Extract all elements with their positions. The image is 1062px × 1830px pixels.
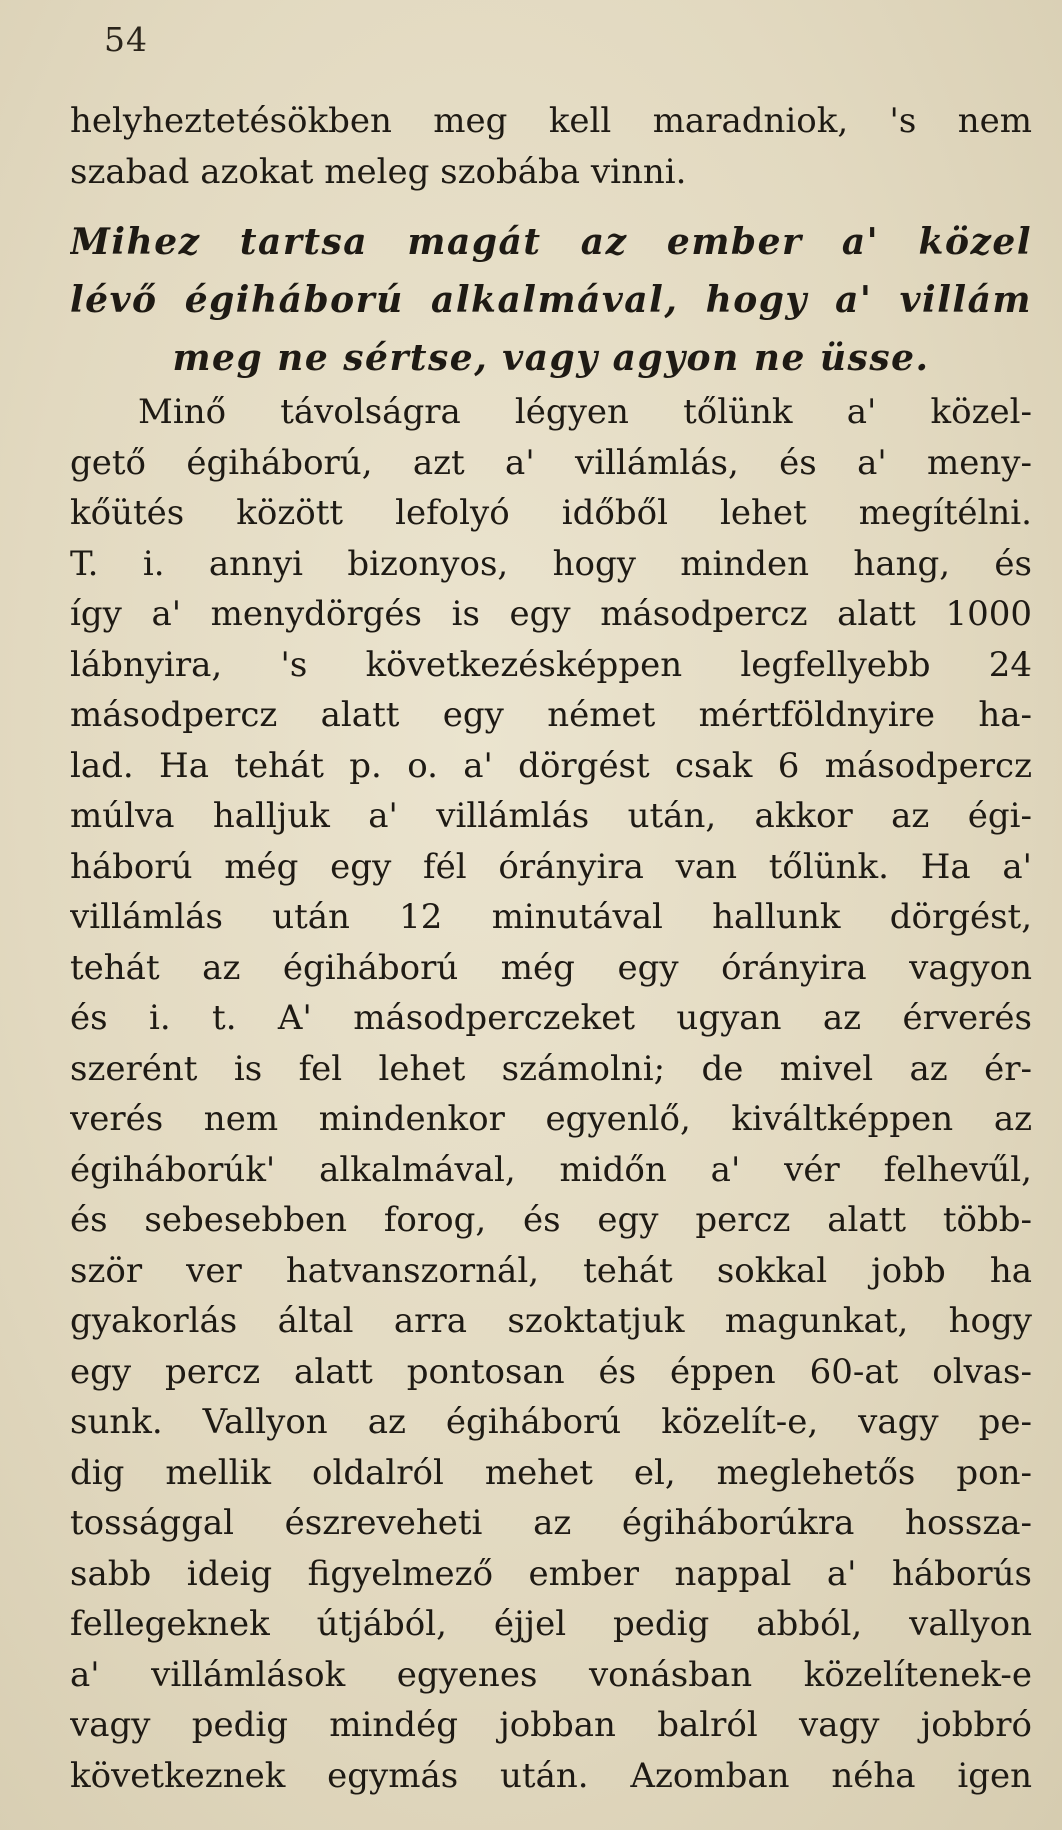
body-line: kőütés között lefolyó időből lehet megítélni.: [70, 493, 1032, 533]
body-line: tehát az égiháború még egy órányira vagyon: [70, 947, 1032, 988]
body-line: Minő távolságra légyen tőlünk a' közel-: [138, 392, 1032, 432]
body-line: és i. t. A' másodperczeket ugyan az érverés: [70, 998, 1032, 1038]
intro-line: szabad azokat meleg szobába vinni.: [70, 151, 687, 192]
body-line: gető égiháború, azt a' villámlás, és a' meny-: [70, 442, 1032, 483]
body-line: szerént is fel lehet számolni; de mivel az ér-: [70, 1048, 1032, 1089]
body-line: ször ver hatvanszornál, tehát sokkal jobb ha: [70, 1250, 1032, 1291]
body-line: egy percz alatt pontosan és éppen 60-at olvas-: [70, 1351, 1032, 1392]
page-number: 54: [104, 20, 148, 59]
body-line: T. i. annyi bizonyos, hogy minden hang, és: [70, 543, 1032, 584]
body-line: következnek egymás után. Azomban néha igen: [70, 1755, 1032, 1796]
section-heading-line: Mihez tartsa magát az ember a' közel: [70, 221, 1032, 263]
body-line: másodpercz alatt egy német mértföldnyire ha-: [70, 695, 1032, 735]
body-line: sabb ideig figyelmező ember nappal a' háborús: [70, 1553, 1032, 1594]
body-line: háború még egy fél órányira van tőlünk. Ha a': [70, 846, 1032, 887]
body-line: lad. Ha tehát p. o. a' dörgést csak 6 másodpercz: [70, 745, 1032, 786]
body-line: a' villámlások egyenes vonásban közelítenek-e: [70, 1654, 1032, 1695]
body-line: így a' menydörgés is egy másodpercz alatt 1000: [70, 594, 1032, 634]
body-line: sunk. Vallyon az égiháború közelít-e, vagy pe-: [70, 1402, 1032, 1442]
section-heading-line: meg ne sértse, vagy agyon ne üsse.: [172, 337, 930, 379]
body-line: és sebesebben forog, és egy percz alatt több-: [70, 1200, 1032, 1240]
body-line: fellegeknek útjából, éjjel pedig abból, vallyon: [70, 1604, 1032, 1644]
intro-line: helyheztetésökben meg kell maradniok, 's nem: [70, 101, 1032, 141]
text-block: [70, 96, 1032, 1801]
body-line: tossággal észreveheti az égiháborúkra hossza-: [70, 1503, 1032, 1543]
body-line: villámlás után 12 minutával hallunk dörgést,: [70, 897, 1032, 937]
body-line: dig mellik oldalról mehet el, meglehetős pon-: [70, 1452, 1032, 1493]
body-line: vagy pedig mindég jobban balról vagy jobbró: [70, 1705, 1032, 1745]
body-line: múlva halljuk a' villámlás után, akkor az égi-: [70, 796, 1032, 836]
body-line: gyakorlás által arra szoktatjuk magunkat, hogy: [70, 1301, 1032, 1341]
body-line: lábnyira, 's következésképpen legfellyebb 24: [70, 644, 1032, 685]
section-heading-line: lévő égiháború alkalmával, hogy a' villám: [70, 279, 1032, 321]
body-line: égiháborúk' alkalmával, midőn a' vér felhevűl,: [70, 1149, 1032, 1190]
body-line: verés nem mindenkor egyenlő, kiváltképpen az: [70, 1099, 1032, 1139]
